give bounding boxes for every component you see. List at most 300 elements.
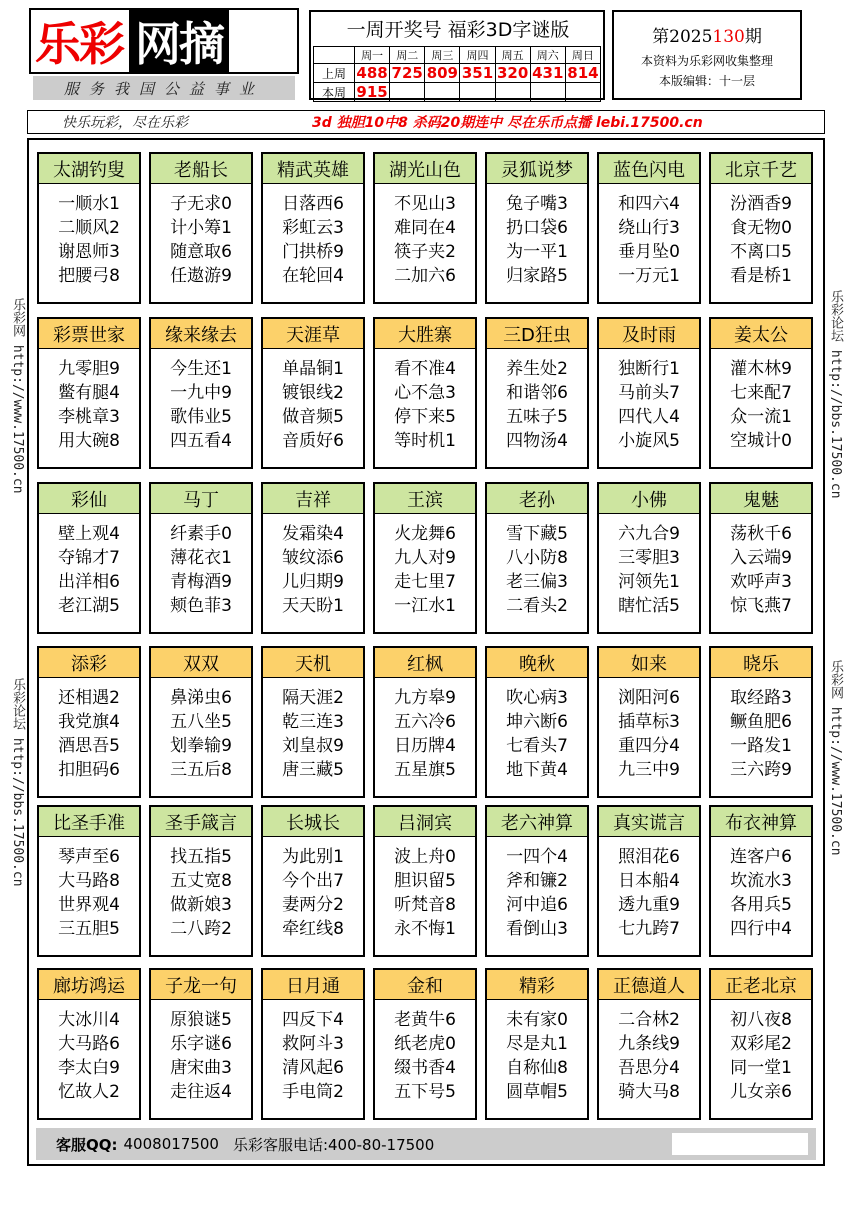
riddle-card (373, 317, 477, 469)
card-line: 惊飞燕7 (730, 596, 792, 616)
card-line: 自称仙8 (506, 1058, 568, 1078)
card-line: 四代人4 (618, 407, 680, 427)
card-title: 湖光山色 (375, 154, 475, 184)
card-line: 五星旗5 (394, 760, 456, 780)
card-lines (263, 184, 363, 288)
card-line: 欢呼声3 (730, 572, 792, 592)
card-title: 廊坊鸿运 (39, 970, 139, 1000)
card-lines (487, 1000, 587, 1104)
banner-slogan: 快乐玩彩，尽在乐彩 (62, 115, 188, 131)
card-line: 同一堂1 (730, 1058, 792, 1078)
collect-note: 本资料为乐彩网收集整理 (640, 54, 773, 68)
riddle-card (261, 482, 365, 634)
header-title: 一周开奖号 福彩3D字谜版 (346, 18, 570, 41)
card-line: 坎流水3 (730, 871, 792, 891)
riddle-card (709, 805, 813, 957)
card-lines (711, 837, 811, 941)
card-line: 用大碗8 (58, 431, 120, 451)
card-line: 双彩尾2 (730, 1034, 792, 1054)
card-line: 老江湖5 (58, 596, 120, 616)
card-title: 比圣手准 (39, 807, 139, 837)
table-row (314, 83, 601, 102)
card-line: 五丈宽8 (170, 871, 232, 891)
side-text-left-top: 乐彩网 http://www.17500.cn (10, 298, 25, 494)
card-line: 连客户6 (730, 847, 792, 867)
riddle-card (261, 317, 365, 469)
day-header: 周三 (425, 47, 460, 64)
card-line: 九三中9 (618, 760, 680, 780)
card-line: 颊色菲3 (170, 596, 232, 616)
logo (29, 8, 299, 74)
card-line: 浏阳河6 (618, 688, 680, 708)
card-line: 小旋风5 (618, 431, 680, 451)
card-lines (39, 1000, 139, 1104)
card-line: 刘皇叔9 (282, 736, 344, 756)
card-line: 青梅酒9 (170, 572, 232, 592)
card-title: 北京千艺 (711, 154, 811, 184)
day-header: 周五 (495, 47, 530, 64)
card-title: 蓝色闪电 (599, 154, 699, 184)
card-lines (487, 678, 587, 782)
card-title: 精彩 (487, 970, 587, 1000)
card-line: 四反下4 (282, 1010, 344, 1030)
card-line: 壁上观4 (58, 524, 120, 544)
card-line: 永不悔1 (394, 919, 456, 939)
card-lines (151, 837, 251, 941)
day-header: 周四 (460, 47, 495, 64)
card-line: 看是桥1 (730, 266, 792, 286)
riddle-card (485, 317, 589, 469)
riddle-card (37, 482, 141, 634)
card-title: 金和 (375, 970, 475, 1000)
card-title: 添彩 (39, 648, 139, 678)
card-line: 斧和镰2 (506, 871, 568, 891)
card-line: 走七里7 (394, 572, 456, 592)
card-title: 正德道人 (599, 970, 699, 1000)
card-line: 插草标3 (618, 712, 680, 732)
card-line: 乐字谜6 (170, 1034, 232, 1054)
card-line: 音质好6 (282, 431, 344, 451)
riddle-card (485, 482, 589, 634)
draw-number (530, 83, 565, 102)
riddle-card (597, 646, 701, 798)
side-text-right-top: 乐彩论坛 http://bbs.17500.cn (828, 290, 843, 499)
row-label: 上周 (314, 64, 355, 83)
card-line: 做音频5 (282, 407, 344, 427)
card-line: 老黄牛6 (394, 1010, 456, 1030)
card-lines (151, 1000, 251, 1104)
card-line: 谢恩师3 (58, 242, 120, 262)
riddle-card (485, 152, 589, 304)
card-line: 酒思吾5 (58, 736, 120, 756)
card-lines (599, 184, 699, 288)
card-lines (263, 514, 363, 618)
card-line: 养生处2 (506, 359, 568, 379)
card-lines (263, 678, 363, 782)
card-line: 发霜染4 (282, 524, 344, 544)
riddle-card (597, 317, 701, 469)
riddle-card (709, 968, 813, 1120)
card-line: 救阿斗3 (282, 1034, 344, 1054)
card-line: 划拳输9 (170, 736, 232, 756)
riddle-card (373, 482, 477, 634)
draw-number (565, 83, 600, 102)
riddle-card (149, 152, 253, 304)
card-line: 还相遇2 (58, 688, 120, 708)
card-title: 精武英雄 (263, 154, 363, 184)
card-title: 吉祥 (263, 484, 363, 514)
card-line: 把腰弓8 (58, 266, 120, 286)
riddle-card (149, 805, 253, 957)
card-line: 河中追6 (506, 895, 568, 915)
card-line: 鳜鱼肥6 (730, 712, 792, 732)
card-line: 找五指5 (170, 847, 232, 867)
card-line: 今生还1 (170, 359, 232, 379)
card-line: 和四六4 (618, 194, 680, 214)
riddle-card (709, 152, 813, 304)
card-title: 大胜寨 (375, 319, 475, 349)
draw-results-panel (309, 10, 605, 100)
draw-number (495, 83, 530, 102)
riddle-card (373, 805, 477, 957)
card-title: 日月通 (263, 970, 363, 1000)
riddle-card (709, 317, 813, 469)
riddle-card (485, 805, 589, 957)
card-line: 河领先1 (618, 572, 680, 592)
card-line: 胆识留5 (394, 871, 456, 891)
card-line: 世界观4 (58, 895, 120, 915)
card-title: 太湖钓叟 (39, 154, 139, 184)
card-line: 尽是丸1 (506, 1034, 568, 1054)
card-line: 乾三连3 (282, 712, 344, 732)
logo-part1: 乐彩 (35, 17, 123, 71)
card-line: 八小防8 (506, 548, 568, 568)
card-lines (487, 837, 587, 941)
riddle-card (37, 152, 141, 304)
card-lines (711, 184, 811, 288)
card-title: 小佛 (599, 484, 699, 514)
draw-number: 725 (391, 64, 423, 82)
riddle-card (261, 646, 365, 798)
card-line: 扔口袋6 (506, 218, 568, 238)
card-lines (263, 837, 363, 941)
card-line: 坤六断6 (506, 712, 568, 732)
card-line: 归家路5 (506, 266, 568, 286)
card-line: 众一流1 (730, 407, 792, 427)
card-line: 儿归期9 (282, 572, 344, 592)
card-line: 火龙舞6 (394, 524, 456, 544)
riddle-card (149, 646, 253, 798)
card-lines (599, 514, 699, 618)
card-line: 纤素手0 (170, 524, 232, 544)
card-lines (375, 349, 475, 453)
riddle-card (709, 646, 813, 798)
card-line: 大冰川4 (58, 1010, 120, 1030)
card-line: 地下黄4 (506, 760, 568, 780)
riddle-card (597, 805, 701, 957)
card-line: 走往返4 (170, 1082, 232, 1102)
card-line: 李桃章3 (58, 407, 120, 427)
card-line: 透九重9 (618, 895, 680, 915)
banner (27, 110, 825, 134)
card-line: 皱纹添6 (282, 548, 344, 568)
riddle-card (373, 152, 477, 304)
card-lines (487, 184, 587, 288)
card-line: 日本船4 (618, 871, 680, 891)
card-lines (39, 514, 139, 618)
card-line: 儿女亲6 (730, 1082, 792, 1102)
card-title: 缘来缘去 (151, 319, 251, 349)
riddle-card (485, 646, 589, 798)
card-title: 彩仙 (39, 484, 139, 514)
card-line: 计小筹1 (170, 218, 232, 238)
day-header: 周二 (390, 47, 425, 64)
card-line: 一顺水1 (58, 194, 120, 214)
card-line: 妻两分2 (282, 895, 344, 915)
card-line: 波上舟0 (394, 847, 456, 867)
card-line: 忆故人2 (58, 1082, 120, 1102)
card-line: 大马路8 (58, 871, 120, 891)
draw-number (425, 83, 460, 102)
card-line: 四五看4 (170, 431, 232, 451)
card-line: 为一平1 (506, 242, 568, 262)
card-line: 二加六6 (394, 266, 456, 286)
card-lines (39, 349, 139, 453)
card-line: 垂月坠0 (618, 242, 680, 262)
footer-qq-label: 客服QQ: (56, 1135, 118, 1154)
card-line: 荡秋千6 (730, 524, 792, 544)
card-line: 扣胆码6 (58, 760, 120, 780)
card-lines (39, 678, 139, 782)
card-line: 和谐邻6 (506, 383, 568, 403)
card-line: 出洋相6 (58, 572, 120, 592)
card-lines (375, 1000, 475, 1104)
card-lines (487, 349, 587, 453)
card-line: 门拱桥9 (282, 242, 344, 262)
draw-number: 915 (356, 83, 388, 101)
riddle-card (597, 152, 701, 304)
riddle-card (149, 482, 253, 634)
card-title: 正老北京 (711, 970, 811, 1000)
card-title: 老船长 (151, 154, 251, 184)
draw-number (390, 83, 425, 102)
table-cell (314, 47, 355, 64)
card-lines (39, 184, 139, 288)
card-line: 绕山行3 (618, 218, 680, 238)
card-line: 取经路3 (730, 688, 792, 708)
card-line: 三五胆5 (58, 919, 120, 939)
card-lines (711, 514, 811, 618)
card-line: 吾思分4 (618, 1058, 680, 1078)
card-line: 为此别1 (282, 847, 344, 867)
card-title: 彩票世家 (39, 319, 139, 349)
card-line: 一九中9 (170, 383, 232, 403)
riddle-card (37, 968, 141, 1120)
riddle-card (261, 968, 365, 1120)
card-line: 日落西6 (282, 194, 344, 214)
card-line: 七看头7 (506, 736, 568, 756)
issue-num: 130 (712, 27, 745, 47)
editor-note: 本版编辑：十一层 (658, 74, 755, 88)
issue-number (614, 22, 800, 47)
card-line: 三六跨9 (730, 760, 792, 780)
card-line: 难同在4 (394, 218, 456, 238)
card-line: 五六冷6 (394, 712, 456, 732)
card-line: 鳖有腿4 (58, 383, 120, 403)
card-line: 不见山3 (394, 194, 456, 214)
card-line: 二合林2 (618, 1010, 680, 1030)
card-line: 夺锦才7 (58, 548, 120, 568)
card-line: 清风起6 (282, 1058, 344, 1078)
card-line: 鼻涕虫6 (170, 688, 232, 708)
card-line: 大马路6 (58, 1034, 120, 1054)
card-line: 四物汤4 (506, 431, 568, 451)
card-line: 吹心病3 (506, 688, 568, 708)
card-lines (39, 837, 139, 941)
card-line: 四行中4 (730, 919, 792, 939)
riddle-card (149, 317, 253, 469)
card-line: 九条线9 (618, 1034, 680, 1054)
card-line: 初八夜8 (730, 1010, 792, 1030)
card-line: 薄花衣1 (170, 548, 232, 568)
draw-table (313, 46, 601, 102)
draw-number: 320 (496, 64, 529, 82)
card-line: 停下来5 (394, 407, 456, 427)
card-lines (151, 349, 251, 453)
day-header: 周六 (530, 47, 565, 64)
banner-ad[interactable]: 3d 独胆10中8 杀码20期连中 尽在乐币点播 lebi.17500.cn (312, 115, 703, 131)
card-title: 双双 (151, 648, 251, 678)
card-line: 缀书香4 (394, 1058, 456, 1078)
side-text-right-bottom: 乐彩网 http://www.17500.cn (828, 660, 843, 856)
card-line: 随意取6 (170, 242, 232, 262)
card-lines (151, 514, 251, 618)
card-line: 空城计0 (730, 431, 792, 451)
card-line: 单晶铜1 (282, 359, 344, 379)
card-line: 雪下藏5 (506, 524, 568, 544)
footer-tel: 乐彩客服电话:400-80-17500 (232, 1135, 435, 1154)
card-line: 未有家0 (506, 1010, 568, 1030)
card-lines (375, 514, 475, 618)
card-title: 子龙一句 (151, 970, 251, 1000)
card-line: 各用兵5 (730, 895, 792, 915)
card-line: 我党旗4 (58, 712, 120, 732)
riddle-card (37, 646, 141, 798)
card-title: 天机 (263, 648, 363, 678)
card-line: 唐三藏5 (282, 760, 344, 780)
card-line: 原狼谜5 (170, 1010, 232, 1030)
riddle-card (261, 152, 365, 304)
card-line: 李太白9 (58, 1058, 120, 1078)
row-label: 本周 (314, 83, 355, 102)
card-lines (151, 678, 251, 782)
card-lines (599, 349, 699, 453)
draw-number: 351 (461, 64, 494, 82)
card-line: 重四分4 (618, 736, 680, 756)
issue-prefix: 第2025 (652, 27, 713, 47)
card-line: 手电筒2 (282, 1082, 344, 1102)
card-lines (151, 184, 251, 288)
card-line: 入云端9 (730, 548, 792, 568)
card-title: 圣手箴言 (151, 807, 251, 837)
card-line: 筷子夹2 (394, 242, 456, 262)
card-line: 等时机1 (394, 431, 456, 451)
card-line: 子无求0 (170, 194, 232, 214)
card-line: 五八坐5 (170, 712, 232, 732)
day-header: 周日 (565, 47, 600, 64)
footer-blank-box (672, 1133, 808, 1155)
table-row (314, 47, 601, 64)
card-lines (599, 678, 699, 782)
logo-slogan: 服务我国公益事业 (33, 76, 295, 100)
card-line: 九人对9 (394, 548, 456, 568)
card-lines (263, 349, 363, 453)
card-line: 七九跨7 (618, 919, 680, 939)
riddle-card (149, 968, 253, 1120)
card-line: 六九合9 (618, 524, 680, 544)
card-line: 天天盼1 (282, 596, 344, 616)
card-line: 看不准4 (394, 359, 456, 379)
card-lines (599, 837, 699, 941)
draw-number: 809 (426, 64, 458, 82)
card-line: 隔天涯2 (282, 688, 344, 708)
card-title: 天涯草 (263, 319, 363, 349)
card-title: 三D狂虫 (487, 319, 587, 349)
issue-suffix: 期 (744, 27, 762, 47)
riddle-card (373, 968, 477, 1120)
card-line: 一万元1 (618, 266, 680, 286)
card-line: 照泪花6 (618, 847, 680, 867)
card-line: 骑大马8 (618, 1082, 680, 1102)
card-title: 晓乐 (711, 648, 811, 678)
card-title: 吕洞宾 (375, 807, 475, 837)
draw-number: 431 (532, 64, 564, 82)
card-line: 今个出7 (282, 871, 344, 891)
card-title: 灵狐说梦 (487, 154, 587, 184)
riddle-card (261, 805, 365, 957)
card-line: 独断行1 (618, 359, 680, 379)
draw-number: 814 (567, 64, 599, 82)
day-header: 周一 (355, 47, 390, 64)
logo-part2: 网摘 (129, 10, 229, 72)
card-lines (599, 1000, 699, 1104)
card-line: 七来配7 (730, 383, 792, 403)
card-line: 唐宋曲3 (170, 1058, 232, 1078)
draw-number: 488 (356, 64, 388, 82)
card-line: 老三偏3 (506, 572, 568, 592)
card-line: 三零胆3 (618, 548, 680, 568)
riddle-card (373, 646, 477, 798)
card-lines (375, 184, 475, 288)
card-line: 汾酒香9 (730, 194, 792, 214)
riddle-card (485, 968, 589, 1120)
card-line: 二看头2 (506, 596, 568, 616)
card-line: 在轮回4 (282, 266, 344, 286)
card-line: 圆草帽5 (506, 1082, 568, 1102)
draw-number (460, 83, 495, 102)
card-lines (375, 678, 475, 782)
card-line: 琴声至6 (58, 847, 120, 867)
card-lines (487, 514, 587, 618)
card-title: 及时雨 (599, 319, 699, 349)
card-line: 看倒山3 (506, 919, 568, 939)
card-title: 晚秋 (487, 648, 587, 678)
issue-panel (612, 10, 802, 100)
card-lines (711, 678, 811, 782)
card-title: 老六神算 (487, 807, 587, 837)
card-line: 牵红线8 (282, 919, 344, 939)
card-line: 九方皋9 (394, 688, 456, 708)
